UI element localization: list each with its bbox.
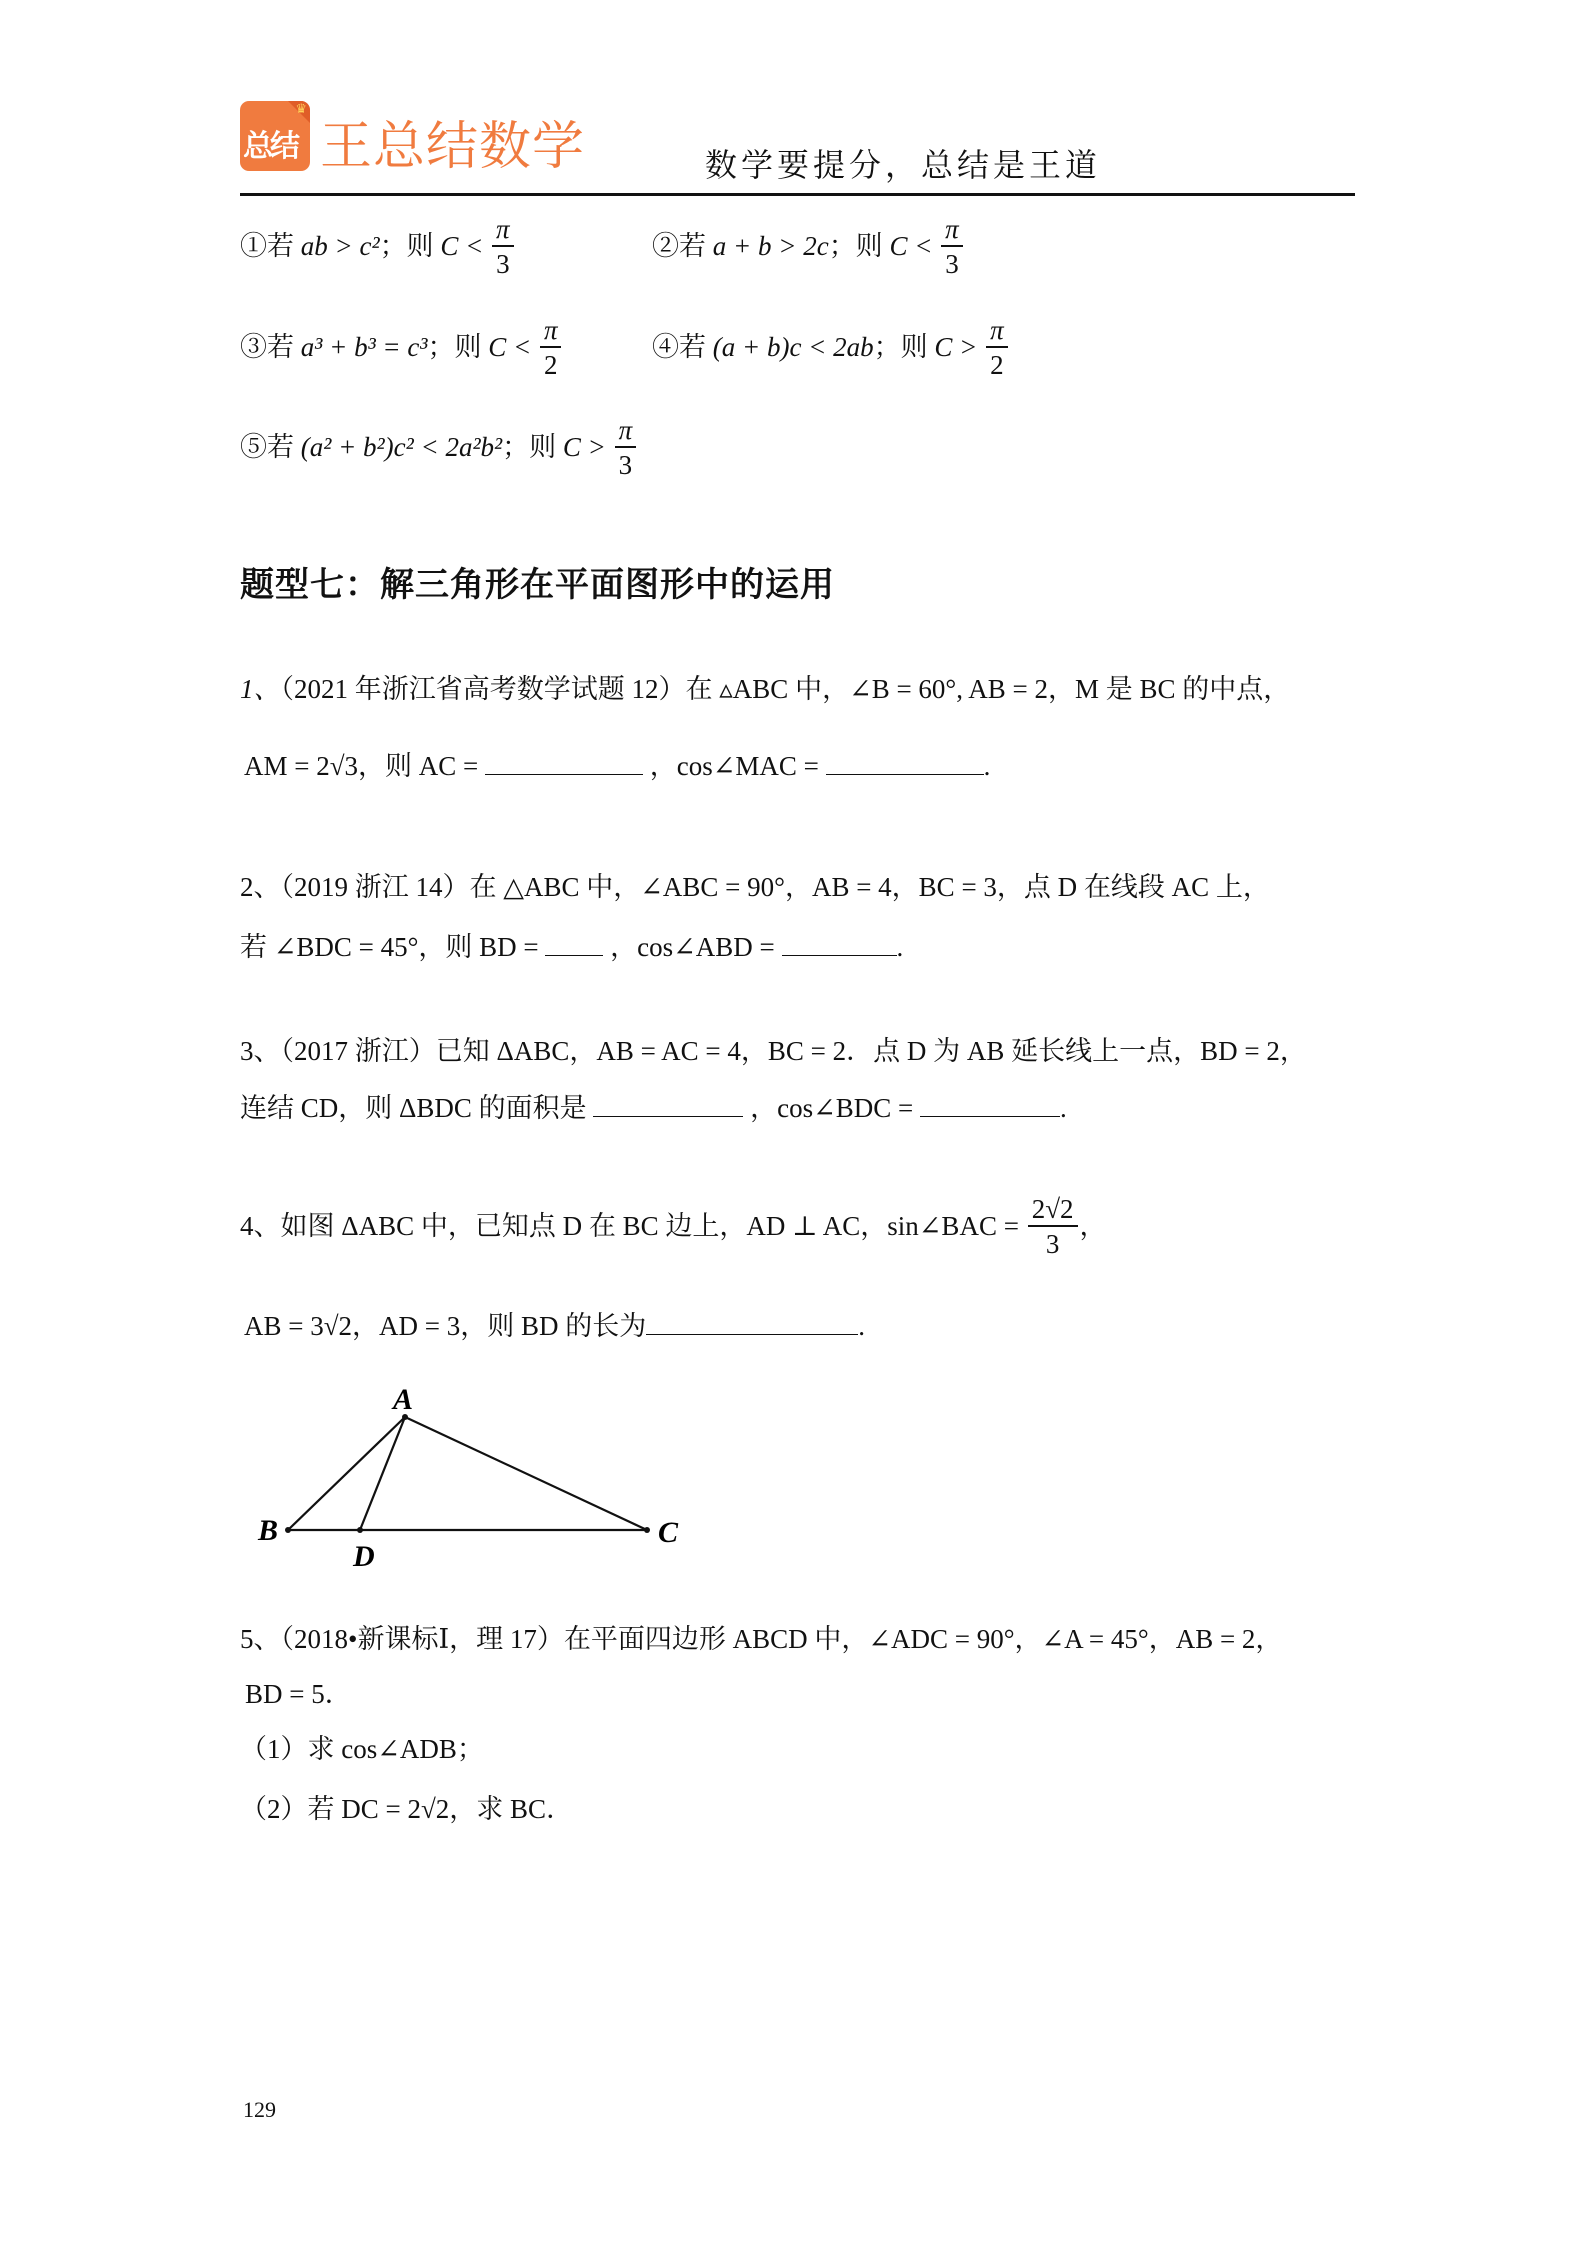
- problem-5-line-2: [245, 1677, 352, 1711]
- fraction-denominator: 3: [1045, 1229, 1060, 1259]
- problem-1-line-2: [244, 748, 990, 783]
- point-d: [357, 1527, 363, 1533]
- label-c: C: [658, 1516, 679, 1549]
- statement-condition: a³ + b³ = c³: [300, 332, 428, 363]
- statement-marker: ③: [240, 332, 267, 363]
- triangle-figure: [240, 1380, 710, 1580]
- problem-text: （2018•新课标Ⅰ，理 17）在平面四边形 ABCD 中，∠ADC = 90°，∠A = 45°，AB = 2，: [280, 1624, 1283, 1654]
- logo-mark: 总结: [243, 129, 297, 164]
- sub-question: （2）若 DC = 2√2，求 BC．: [240, 1794, 574, 1824]
- statement-4: [652, 316, 1010, 384]
- statement-then: ；则: [828, 231, 883, 262]
- statement-then: ；则: [873, 332, 928, 363]
- statement-prefix: 若: [267, 432, 294, 463]
- edge-ad: [360, 1417, 405, 1530]
- problem-text: 若 ∠BDC = 45°，则 BD =: [240, 932, 539, 962]
- problem-text: （2019 浙江 14）在 △ABC 中，∠ABC = 90°，AB = 4，BC = 3，点 D 在线段 AC 上，: [280, 872, 1270, 902]
- statement-then: ；则: [427, 332, 482, 363]
- logo-icon: [240, 101, 310, 171]
- statement-conclusion: C <: [889, 231, 933, 262]
- problem-5-sub-2: [240, 1792, 573, 1826]
- problem-4-line-1: [240, 1195, 1107, 1263]
- problem-number: 4、: [240, 1211, 281, 1242]
- problem-text: .: [858, 1311, 866, 1341]
- point-c: [644, 1527, 650, 1533]
- problem-text: ，: [1079, 1211, 1107, 1242]
- problem-3-line-1: [240, 1034, 1307, 1068]
- fraction-denominator: 3: [945, 249, 959, 279]
- statement-then: ；则: [502, 432, 557, 463]
- statement-prefix: 若: [679, 332, 706, 363]
- statement-marker: ①: [240, 231, 267, 262]
- problem-text: ，cos∠BDC =: [750, 1093, 914, 1123]
- brand-name: 王总结数学: [320, 117, 586, 177]
- problem-2-line-2: [240, 929, 903, 964]
- fraction-numerator: π: [615, 414, 637, 448]
- fraction-numerator: π: [941, 213, 963, 247]
- answer-blank[interactable]: [782, 929, 897, 956]
- answer-blank[interactable]: [545, 929, 603, 956]
- statement-5: [240, 416, 638, 484]
- slogan: 数学要提分，总结是王道: [705, 146, 1102, 184]
- fraction-numerator: π: [986, 314, 1008, 348]
- statement-conclusion: C >: [562, 432, 606, 463]
- problem-text: （2021 年浙江省高考数学试题 12）在 ▵ABC 中，∠B = 60°, AB = 2，M 是 BC 的中点，: [280, 674, 1291, 704]
- statement-condition: (a² + b²)c² < 2a²b²: [300, 432, 503, 463]
- problem-3-line-2: [240, 1090, 1067, 1125]
- problem-text: （2017 浙江）已知 ΔABC，AB = AC = 4，BC = 2．点 D 为 AB 延长线上一点，BD = 2，: [280, 1036, 1307, 1066]
- problem-text: 如图 ΔABC 中，已知点 D 在 BC 边上，AD ⊥ AC，sin∠BAC =: [280, 1211, 1019, 1242]
- fraction-numerator: π: [540, 314, 562, 348]
- problem-text: .: [983, 751, 991, 781]
- statement-3: [240, 316, 563, 384]
- statement-condition: ab > c²: [300, 231, 380, 262]
- fraction-denominator: 3: [496, 249, 510, 279]
- fraction: [941, 213, 963, 281]
- problem-2-line-1: [240, 870, 1270, 904]
- edge-ac: [405, 1417, 647, 1530]
- problem-text: ，cos∠ABD =: [610, 932, 775, 962]
- fraction: [540, 314, 562, 382]
- page-number: 129: [243, 2097, 276, 2122]
- statement-conclusion: C <: [488, 332, 532, 363]
- label-d: D: [353, 1540, 375, 1573]
- edge-ab: [288, 1417, 405, 1530]
- answer-blank[interactable]: [646, 1308, 858, 1335]
- statement-prefix: 若: [267, 231, 294, 262]
- statement-condition: (a + b)c < 2ab: [712, 332, 874, 363]
- problem-5-sub-1: [240, 1732, 484, 1766]
- fraction-denominator: 3: [618, 450, 633, 480]
- fraction: [492, 213, 514, 281]
- statement-marker: ②: [652, 231, 679, 262]
- answer-blank[interactable]: [826, 748, 984, 775]
- sub-question: （1）求 cos∠ADB；: [240, 1734, 484, 1764]
- statement-2: [652, 215, 965, 283]
- answer-blank[interactable]: [593, 1090, 743, 1117]
- problem-text: AB = 3√2，AD = 3，则 BD 的长为: [244, 1311, 647, 1341]
- problem-number: 5、: [240, 1624, 281, 1654]
- problem-5-line-1: [240, 1622, 1282, 1656]
- statement-marker: ④: [652, 332, 679, 363]
- section-title: 题型七：解三角形在平面图形中的运用: [240, 565, 835, 605]
- fraction: [1028, 1193, 1078, 1261]
- statement-prefix: 若: [267, 332, 294, 363]
- point-b: [285, 1527, 291, 1533]
- header-divider: [240, 193, 1355, 196]
- statement-conclusion: C >: [934, 332, 978, 363]
- statement-prefix: 若: [679, 231, 706, 262]
- label-a: A: [393, 1383, 414, 1416]
- fraction: [986, 314, 1008, 382]
- answer-blank[interactable]: [920, 1090, 1060, 1117]
- problem-text: 连结 CD，则 ΔBDC 的面积是: [240, 1093, 587, 1123]
- crown-icon: ♛: [295, 102, 307, 117]
- label-b: B: [258, 1514, 279, 1547]
- statement-1: [240, 215, 516, 283]
- problem-text: .: [896, 932, 904, 962]
- problem-text: ，cos∠MAC =: [649, 751, 819, 781]
- answer-blank[interactable]: [485, 748, 643, 775]
- statement-marker: ⑤: [240, 432, 267, 463]
- fraction-denominator: 2: [990, 350, 1004, 380]
- statement-conclusion: C <: [440, 231, 484, 262]
- problem-4-line-2: [244, 1308, 865, 1343]
- fraction: [615, 414, 637, 482]
- fraction-numerator: π: [492, 213, 514, 247]
- problem-1-line-1: [240, 672, 1290, 706]
- problem-text: AM = 2√3，则 AC =: [244, 751, 479, 781]
- fraction-denominator: 2: [543, 350, 558, 380]
- problem-text: BD = 5．: [245, 1679, 352, 1709]
- problem-number: 1、: [240, 674, 281, 704]
- statement-then: ；则: [379, 231, 434, 262]
- problem-number: 3、: [240, 1036, 281, 1066]
- problem-number: 2、: [240, 872, 281, 902]
- statement-condition: a + b > 2c: [712, 231, 829, 262]
- fraction-numerator: 2√2: [1028, 1193, 1078, 1227]
- problem-text: .: [1060, 1093, 1067, 1123]
